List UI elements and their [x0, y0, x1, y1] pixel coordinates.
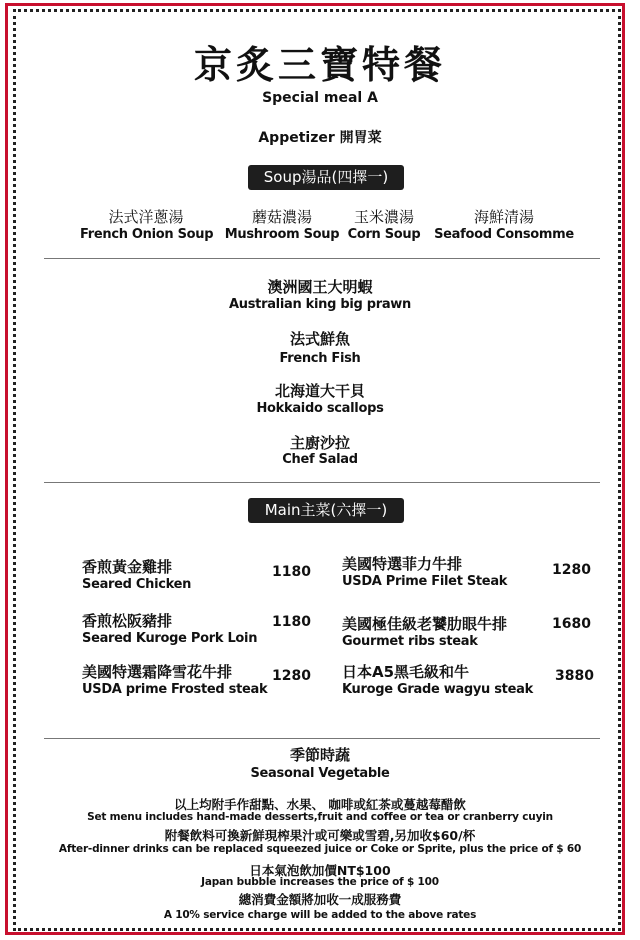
main-name-en: Seared Chicken [82, 577, 192, 592]
soup-option [346, 206, 422, 242]
soup-name-en: Seafood Consomme [434, 227, 574, 242]
seasonal-en: Seasonal Vegetable [250, 766, 390, 781]
soup-option [434, 206, 574, 242]
main-name-zh: 美國極佳級老饕肋眼牛排 [342, 615, 508, 633]
note-zh: 總消費金額將加收一成服務費 [238, 892, 402, 907]
main-item [82, 556, 191, 592]
note-en: Japan bubble increases the price of $ 100 [201, 876, 439, 888]
dotted-border [13, 9, 621, 931]
divider [44, 258, 600, 259]
main-item [342, 613, 507, 649]
main-price: 3880 [555, 668, 594, 684]
course-name-en: Hokkaido scallops [256, 401, 384, 416]
divider [44, 738, 600, 739]
soup-option [80, 206, 212, 242]
main-name-en: USDA Prime Filet Steak [342, 574, 508, 589]
soup-name-en: Mushroom Soup [224, 227, 340, 242]
main-price: 1280 [552, 562, 591, 578]
soup-name-en: Corn Soup [347, 227, 421, 242]
main-name-zh: 香煎黃金雞排 [82, 558, 173, 576]
main-item [342, 661, 533, 697]
main-price: 1680 [552, 616, 591, 632]
course-name-zh: 北海道大干貝 [274, 382, 365, 400]
soup-name-zh: 海鮮清湯 [473, 208, 534, 226]
main-price: 1180 [272, 564, 311, 580]
main-name-en: USDA prime Frosted steak [82, 682, 268, 697]
main-name-en: Gourmet ribs steak [342, 634, 478, 649]
main-item [82, 661, 267, 697]
main-price: 1280 [272, 668, 311, 684]
note-zh: 日本氣泡飲加價NT$100 [249, 863, 391, 878]
soup-name-en: French Onion Soup [80, 227, 214, 242]
course-name-zh: 澳洲國王大明蝦 [267, 278, 373, 296]
soup-name-zh: 玉米濃湯 [353, 208, 414, 226]
course-name-en: French Fish [279, 351, 361, 366]
divider [44, 482, 600, 483]
main-name-zh: 美國特選霜降雪花牛排 [82, 663, 233, 681]
course-name-zh: 主廚沙拉 [289, 434, 350, 452]
main-section-label: Main主菜(六擇一) [248, 498, 404, 523]
menu-subtitle: Special meal A [262, 90, 378, 106]
menu-title: 京炙三寶特餐 [193, 43, 446, 87]
main-item [82, 610, 257, 646]
main-name-zh: 美國特選菲力牛排 [342, 555, 463, 573]
soup-section-label: Soup湯品(四擇一) [248, 165, 404, 190]
note-en: Set menu includes hand-made desserts,fruit and coffee or tea or cranberry cuyin [87, 811, 553, 823]
soup-name-zh: 法式洋蔥湯 [108, 208, 184, 226]
note-en: After-dinner drinks can be replaced squeezed juice or Coke or Sprite, plus the price of $ 60 [58, 843, 582, 855]
main-name-en: Seared Kuroge Pork Loin [82, 631, 258, 646]
seasonal-zh: 季節時蔬 [289, 746, 350, 764]
course-name-en: Australian king big prawn [229, 297, 411, 312]
main-name-zh: 香煎松阪豬排 [82, 612, 173, 630]
main-name-en: Kuroge Grade wagyu steak [342, 682, 533, 697]
main-name-zh: 日本A5黑毛級和牛 [342, 663, 470, 681]
soup-name-zh: 蘑菇濃湯 [251, 208, 312, 226]
course-name-en: Chef Salad [282, 452, 358, 467]
note-zh: 附餐飲料可換新鮮現榨果汁或可樂或雪碧,另加收$60/杯 [164, 828, 476, 843]
appetizer-heading: Appetizer 開胃菜 [258, 130, 382, 146]
main-price: 1180 [272, 614, 311, 630]
soup-option [224, 206, 340, 242]
course-name-zh: 法式鮮魚 [289, 330, 350, 348]
main-item [342, 553, 507, 589]
note-zh: 以上均附手作甜點、水果、 咖啡或紅茶或蔓越莓醋飲 [174, 797, 466, 812]
note-en: A 10% service charge will be added to the above rates [163, 909, 477, 921]
